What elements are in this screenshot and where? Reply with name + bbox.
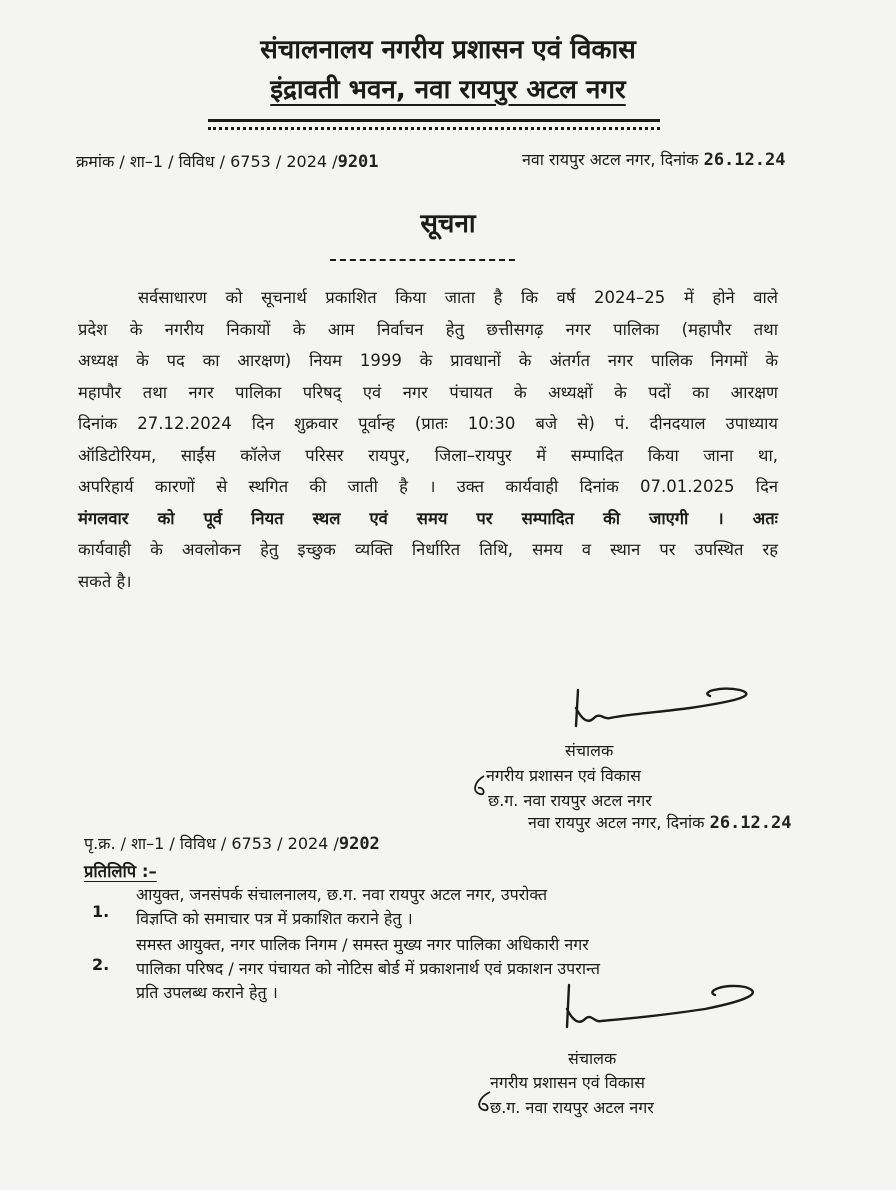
copy-item-line: प्रति उपलब्ध कराने हेतु । xyxy=(136,983,278,1002)
body-line: अध्यक्ष के पद का आरक्षण) नियम 1999 के प्रावधानों के अंतर्गत नगर पालिक निगमों के xyxy=(78,351,778,370)
copy-item-line: पालिका परिषद / नगर पंचायत को नोटिस बोर्ड में प्रकाशनार्थ एवं प्रकाशन उपरान्त xyxy=(136,959,601,978)
header-dotted-rule xyxy=(208,127,660,130)
signature-block-1-details xyxy=(486,763,652,813)
body-line: सकते है। xyxy=(78,571,132,591)
reference-date-handwritten: 26.12.24 xyxy=(703,150,786,170)
signatory-designation: संचालक xyxy=(568,1049,617,1068)
title-underline xyxy=(330,259,515,261)
body-line: महापौर तथा नगर पालिका परिषद् एवं नगर पंचायत के अध्यक्षों के पदों का आरक्षण xyxy=(78,382,778,402)
copy-item-line: विज्ञप्ति को समाचार पत्र में प्रकाशित कराने हेतु । xyxy=(136,909,413,928)
body-line: दिनांक 27.12.2024 दिन शुक्रवार पूर्वान्ह (प्रातः 10:30 बजे से) पं. दीनदयाल उपाध्याय xyxy=(78,414,778,433)
copy-item-line: आयुक्त, जनसंपर्क संचालनालय, छ.ग. नवा रायपुर अटल नगर, उपरोक्त xyxy=(136,885,548,904)
body-line: कार्यवाही के अवलोकन हेतु इच्छुक व्यक्ति निर्धारित तिथि, समय व स्थान पर उपस्थित रह xyxy=(78,540,778,559)
header-office-address: इंद्रावती भवन, नवा रायपुर अटल नगर xyxy=(270,75,626,105)
signature-block-2-details xyxy=(490,1070,654,1120)
signature-place-date xyxy=(528,811,791,833)
reference-place-date xyxy=(522,148,785,170)
body-line: ऑडिटोरियम, साईंस कॉलेज परिसर रायपुर, जिला–रायपुर में सम्पादित किया जाना था, xyxy=(78,445,778,465)
body-line: अपरिहार्य कारणों से स्थगित की जाती है । उक्त कार्यवाही दिनांक 07.01.2025 दिन xyxy=(78,477,778,496)
reference-place-date-label: नवा रायपुर अटल नगर, दिनांक xyxy=(522,150,699,169)
copy-item-number: 2. xyxy=(92,955,110,974)
body-line: प्रदेश के नगरीय निकायों के आम निर्वाचन हेतु छत्तीसगढ़ नगर पालिका (महापौर तथा xyxy=(78,319,778,339)
reference-number xyxy=(76,150,379,172)
signatory-location: छ.ग. नवा रायपुर अटल नगर xyxy=(490,1098,654,1117)
reference-number-prefix: क्रमांक / शा–1 / विविध / 6753 / 2024 / xyxy=(76,152,338,171)
reference-number-handwritten: 9201 xyxy=(337,152,379,172)
body-line: सर्वसाधारण को सूचनार्थ प्रकाशित किया जाता है कि वर्ष 2024–25 में होने वाले xyxy=(138,288,778,307)
endorsement-number-handwritten: 9202 xyxy=(338,834,380,854)
signature-mark-2 xyxy=(555,975,775,1045)
copy-to-label: प्रतिलिपि :– xyxy=(84,862,157,881)
endorsement-number-prefix: पृ.क्र. / शा–1 / विविध / 6753 / 2024 / xyxy=(84,834,339,853)
header-office-name: संचालनालय नगरीय प्रशासन एवं विकास xyxy=(260,35,636,65)
signatory-department: नगरीय प्रशासन एवं विकास xyxy=(490,1073,645,1092)
copy-item-line: समस्त आयुक्त, नगर पालिक निगम / समस्त मुख्य नगर पालिका अधिकारी नगर xyxy=(136,935,589,954)
copy-item-number: 1. xyxy=(92,902,110,921)
signature-place-date-label: नवा रायपुर अटल नगर, दिनांक xyxy=(528,813,705,832)
body-line: मंगलवार को पूर्व नियत स्थल एवं समय पर सम्पादित की जाएगी । अतः xyxy=(78,508,778,528)
notice-title: सूचना xyxy=(420,209,476,239)
signature-block-1 xyxy=(565,738,613,763)
initial-mark-2 xyxy=(474,1088,496,1118)
signatory-location: छ.ग. नवा रायपुर अटल नगर xyxy=(488,791,652,810)
signatory-designation: संचालक xyxy=(565,741,614,760)
signatory-department: नगरीय प्रशासन एवं विकास xyxy=(486,766,641,785)
endorsement-number xyxy=(84,832,380,854)
notice-body xyxy=(78,282,778,597)
signature-date-handwritten: 26.12.24 xyxy=(709,813,792,833)
header-rule xyxy=(208,119,660,122)
initial-mark-1 xyxy=(470,772,490,802)
signature-block-2 xyxy=(568,1046,616,1071)
copy-item xyxy=(136,883,786,931)
